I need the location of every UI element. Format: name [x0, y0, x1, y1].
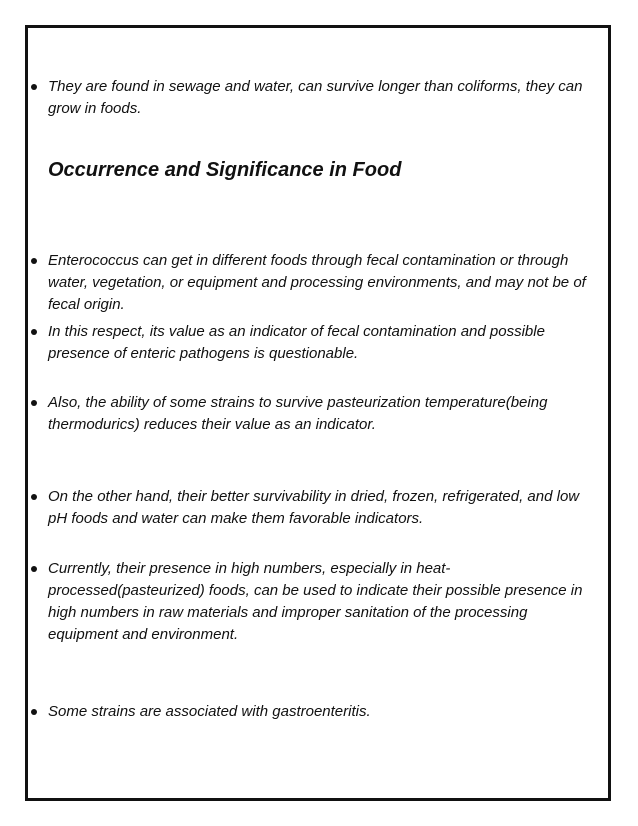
bullet-item — [48, 321, 593, 365]
bullet-text: They are found in sewage and water, can survive longer than coliforms, they can grow in foods. — [48, 78, 583, 117]
bullet-text: Currently, their presence in high numbers, especially in heat-processed(pasteurized) foods, can be used to indicate their possible presence in high numbers in raw materials and improper sanitation of the processing equipment and environment. — [48, 560, 583, 643]
section-heading: Occurrence and Significance in Food — [48, 159, 402, 181]
bullet-icon — [31, 258, 37, 264]
bullet-text: Enterococcus can get in different foods through fecal contamination or through water, vegetation, or equipment and processing environments, and may not be of fecal origin. — [48, 252, 586, 313]
bullet-item — [48, 486, 593, 530]
bullet-text: On the other hand, their better survivability in dried, frozen, refrigerated, and low pH foods and water can make them favorable indicators. — [48, 488, 580, 527]
bullet-icon — [31, 84, 37, 90]
bullet-icon — [31, 566, 37, 572]
bullet-item — [48, 392, 593, 436]
bullet-item — [48, 558, 593, 646]
bullet-item — [48, 76, 593, 120]
bullet-text: In this respect, its value as an indicator of fecal contamination and possible presence of enteric pathogens is questionable. — [48, 323, 545, 362]
bullet-text: Some strains are associated with gastroenteritis. — [48, 703, 371, 720]
bullet-icon — [31, 709, 37, 715]
bullet-item — [48, 701, 593, 723]
bullet-icon — [31, 494, 37, 500]
bullet-icon — [31, 400, 37, 406]
bullet-text: Also, the ability of some strains to survive pasteurization temperature(being thermodurics) reduces their value as an indicator. — [48, 394, 548, 433]
bullet-icon — [31, 329, 37, 335]
bullet-item — [48, 250, 593, 316]
